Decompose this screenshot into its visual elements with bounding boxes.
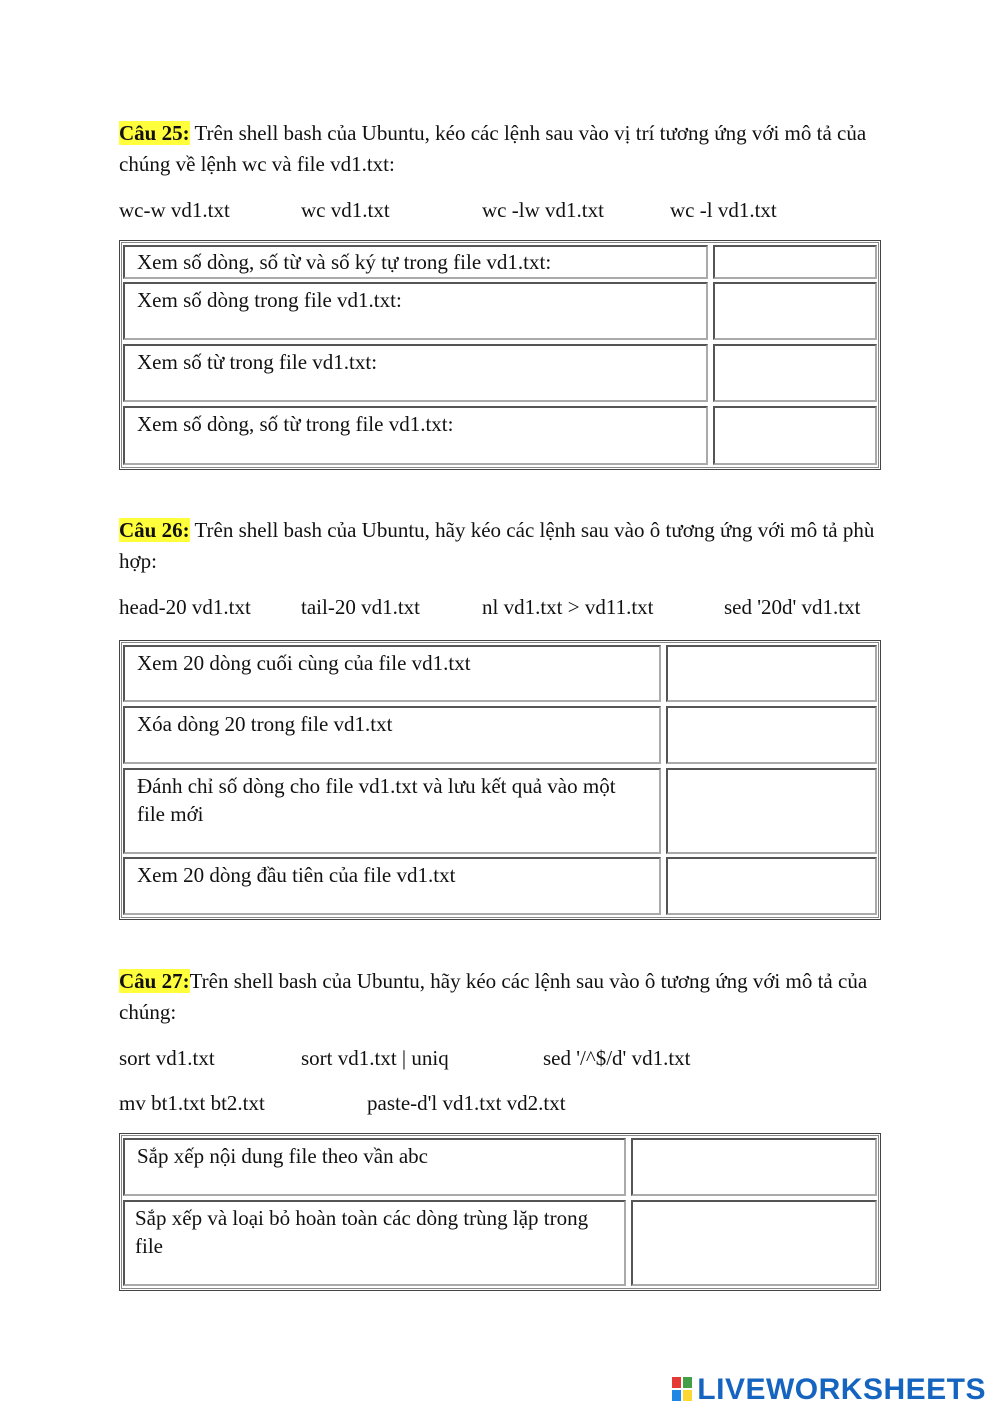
drag-option[interactable]: wc -lw vd1.txt bbox=[482, 198, 604, 222]
description-cell: Xem số dòng, số từ trong file vd1.txt: bbox=[123, 406, 708, 465]
drag-option[interactable]: sort vd1.txt | uniq bbox=[301, 1046, 449, 1070]
answer-drop-zone[interactable] bbox=[666, 768, 877, 854]
answer-drop-zone[interactable] bbox=[713, 406, 877, 465]
question-27 bbox=[119, 966, 879, 1028]
question-26-label: Câu 26: bbox=[119, 518, 190, 542]
question-26-table bbox=[119, 640, 881, 920]
question-27-table bbox=[119, 1133, 881, 1291]
liveworksheets-logo bbox=[672, 1373, 986, 1407]
drag-option[interactable]: paste-d'l vd1.txt vd2.txt bbox=[367, 1091, 566, 1115]
drag-option[interactable]: nl vd1.txt > vd11.txt bbox=[482, 595, 654, 619]
table-row bbox=[123, 245, 877, 279]
liveworksheets-logo-text: LIVEWORKSHEETS bbox=[697, 1373, 986, 1406]
table-row bbox=[123, 645, 877, 702]
description-cell: Xem 20 dòng cuối cùng của file vd1.txt bbox=[123, 645, 661, 702]
question-26 bbox=[119, 515, 879, 577]
table-row bbox=[123, 706, 877, 764]
table-row bbox=[123, 768, 877, 854]
description-cell: Đánh chỉ số dòng cho file vd1.txt và lưu kết quả vào một file mới bbox=[123, 768, 661, 854]
description-cell: Xem số từ trong file vd1.txt: bbox=[123, 344, 708, 402]
answer-drop-zone[interactable] bbox=[713, 245, 877, 279]
question-25 bbox=[119, 118, 879, 180]
question-25-text: Trên shell bash của Ubuntu, kéo các lệnh sau vào vị trí tương ứng với mô tả của chúng về lệnh wc và file vd1.txt: bbox=[119, 121, 867, 176]
question-27-options-line-2 bbox=[119, 1090, 879, 1116]
table-row bbox=[123, 406, 877, 465]
table-row bbox=[123, 1200, 877, 1286]
table-row bbox=[123, 282, 877, 340]
table-row bbox=[123, 344, 877, 402]
drag-option[interactable]: sort vd1.txt bbox=[119, 1046, 215, 1070]
drag-option[interactable]: sed '/^$/d' vd1.txt bbox=[543, 1046, 691, 1070]
drag-option[interactable]: head-20 vd1.txt bbox=[119, 595, 251, 619]
description-cell: Xem 20 dòng đầu tiên của file vd1.txt bbox=[123, 857, 661, 915]
question-27-label: Câu 27: bbox=[119, 969, 190, 993]
drag-option[interactable]: sed '20d' vd1.txt bbox=[724, 595, 861, 619]
question-25-options bbox=[119, 197, 879, 223]
description-cell: Xóa dòng 20 trong file vd1.txt bbox=[123, 706, 661, 764]
question-25-label: Câu 25: bbox=[119, 121, 190, 145]
answer-drop-zone[interactable] bbox=[666, 645, 877, 702]
answer-drop-zone[interactable] bbox=[713, 344, 877, 402]
answer-drop-zone[interactable] bbox=[631, 1200, 877, 1286]
description-cell: Sắp xếp và loại bỏ hoàn toàn các dòng trùng lặp trong file bbox=[123, 1200, 626, 1286]
table-row bbox=[123, 857, 877, 915]
drag-option[interactable]: wc-w vd1.txt bbox=[119, 198, 230, 222]
question-26-options bbox=[119, 594, 889, 620]
drag-option[interactable]: tail-20 vd1.txt bbox=[301, 595, 420, 619]
question-26-text: Trên shell bash của Ubuntu, hãy kéo các lệnh sau vào ô tương ứng với mô tả phù hợp: bbox=[119, 518, 875, 573]
question-27-text: Trên shell bash của Ubuntu, hãy kéo các lệnh sau vào ô tương ứng với mô tả của chúng: bbox=[119, 969, 868, 1024]
question-25-table bbox=[119, 240, 881, 470]
drag-option[interactable]: mv bt1.txt bt2.txt bbox=[119, 1091, 265, 1115]
answer-drop-zone[interactable] bbox=[666, 706, 877, 764]
description-cell: Xem số dòng trong file vd1.txt: bbox=[123, 282, 708, 340]
table-row bbox=[123, 1138, 877, 1196]
liveworksheets-logo-icon bbox=[672, 1377, 694, 1403]
drag-option[interactable]: wc -l vd1.txt bbox=[670, 198, 777, 222]
answer-drop-zone[interactable] bbox=[713, 282, 877, 340]
answer-drop-zone[interactable] bbox=[631, 1138, 877, 1196]
description-cell: Xem số dòng, số từ và số ký tự trong file vd1.txt: bbox=[123, 245, 708, 279]
question-27-options-line-1 bbox=[119, 1045, 879, 1071]
drag-option[interactable]: wc vd1.txt bbox=[301, 198, 390, 222]
answer-drop-zone[interactable] bbox=[666, 857, 877, 915]
description-cell: Sắp xếp nội dung file theo vần abc bbox=[123, 1138, 626, 1196]
